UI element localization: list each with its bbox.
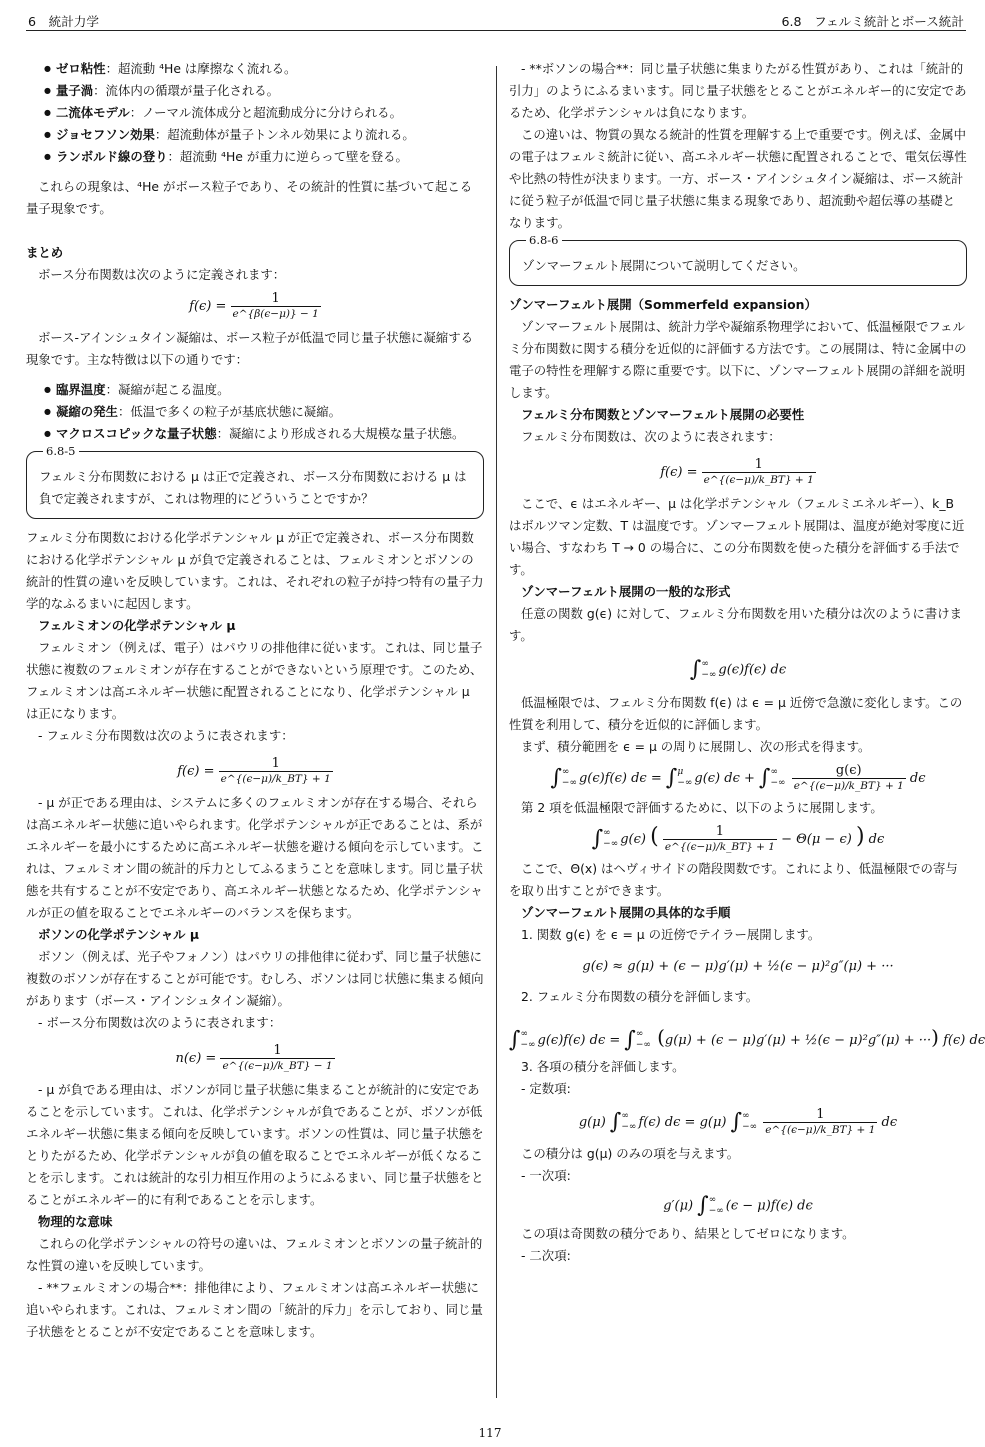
list-item: ● ジョセフソン効果：超流動体が量子トンネル効果により流れる。 — [56, 124, 484, 146]
subheading: フェルミオンの化学ポテンシャル μ — [38, 618, 236, 633]
paragraph: - フェルミ分布関数は次のように表されます： — [38, 728, 294, 743]
step: 1. 関数 g(ϵ) を ϵ = μ の近傍でテイラー展開します。 — [521, 926, 821, 942]
list-item: ● マクロスコピックな量子状態：凝縮により形成される大規模な量子状態。 — [56, 423, 484, 445]
list-item: ● ゼロ粘性：超流動 ⁴He は摩擦なく流れる。 — [56, 58, 484, 80]
subheading: ゾンマーフェルト展開の一般的な形式 — [521, 584, 731, 599]
question-number: 6.8-6 — [526, 232, 562, 248]
section-heading: まとめ — [26, 245, 64, 260]
equation-expanded: ∫∞ −∞ g(ϵ)f(ϵ) dϵ = ∫∞ −∞ (g(μ) + (ϵ − μ)g′(μ) + ½(ϵ − μ)²g″(μ) + ···) f(ϵ) dϵ — [509, 1024, 985, 1052]
paragraph: まず、積分範囲を ϵ = μ の周りに展開し、次の形式を得ます。 — [521, 738, 871, 754]
paragraph: この違いは、物質の異なる統計的性質を理解する上で重要です。例えば、金属中の電子はフェルミ統計に従い、高エネルギー状態に配置されることで、電気伝導性や比熱の特性が決まります。一方、ボース・アインシュタイン凝縮は、ボース統計に従う粒子が低温で同じ量子状態に集まる現象であり、超流動や超伝導の基礎となります。 — [509, 127, 967, 230]
term-label: - 二次項: — [521, 1248, 571, 1263]
equation-linear: g′(μ) ∫∞ −∞ (ϵ − μ)f(ϵ) dϵ — [663, 1192, 813, 1218]
list-item: ● ランボルド線の登り：超流動 ⁴He が重力に逆らって壁を登る。 — [56, 146, 484, 168]
paragraph: フェルミ分布関数は、次のように表されます： — [521, 429, 781, 444]
equation-taylor: g(ϵ) ≈ g(μ) + (ϵ − μ)g′(μ) + ½(ϵ − μ)²g″(μ) + ··· — [582, 958, 894, 974]
equation-fermi: f(ϵ) = $\frac{1}{e\^{}\{(\epsilon-\mu)/k\_BT\} + 1}$ — [177, 756, 331, 785]
paragraph: ここで、Θ(x) はヘヴィサイドの階段関数です。これにより、低温極限での寄与を取り出すことができます。 — [509, 860, 958, 898]
question-text: フェルミ分布関数における μ は正で定義され、ボース分布関数における μ は負で定義されますが、これは物理的にどういうことですか？ — [39, 469, 467, 506]
bec-list — [26, 379, 484, 445]
paragraph: これらの現象は、⁴He がボース粒子であり、その統計的性質に基づいて起こる量子現象です。 — [26, 179, 473, 216]
paragraph: ボース分布関数は次のように定義されます： — [38, 267, 286, 282]
subheading: ゾンマーフェルト展開の具体的な手順 — [521, 904, 731, 920]
column-divider — [496, 66, 497, 1398]
list-item: ● 二流体モデル：ノーマル流体成分と超流動成分に分けられる。 — [56, 102, 484, 124]
paragraph: ボース-アインシュタイン凝縮は、ボース粒子が低温で同じ量子状態に凝縮する現象です。主な特徴は以下の通りです： — [26, 330, 473, 367]
equation-theta: ∫∞ −∞ g(ϵ) ( $\frac{1}{e\^{}\{(\epsilon-\mu)/k\_BT\} + 1}$ − Θ(μ − ϵ) ) dϵ — [591, 823, 885, 853]
subheading: フェルミ分布関数とゾンマーフェルト展開の必要性 — [521, 407, 805, 422]
list-item: ● 臨界温度：凝縮が起こる温度。 — [56, 379, 484, 401]
paragraph: ゾンマーフェルト展開は、統計力学や凝縮系物理学において、低温極限でフェルミ分布関数に関する積分を近似的に評価する方法です。この展開は、特に金属中の電子の特性を理解する際に重要です。以下に、ゾンマーフェルト展開の詳細を説明します。 — [509, 319, 967, 400]
equation-const: g(μ) ∫∞ −∞ f(ϵ) dϵ = g(μ) ∫∞ −∞ $\frac{1}{e\^{}\{(\epsilon-\mu)/k\_BT\} + 1}$ dϵ — [578, 1106, 898, 1136]
step: 3. 各項の積分を評価します。 — [521, 1058, 685, 1074]
equation-fermi: f(ϵ) = $\frac{1}{e\^{}\{(\epsilon-\mu)/k\_BT\} + 1}$ — [660, 457, 814, 486]
question-number: 6.8-5 — [43, 443, 79, 459]
term-label: - 定数項: — [521, 1080, 571, 1096]
step: 2. フェルミ分布関数の積分を評価します。 — [521, 988, 759, 1004]
running-header — [26, 10, 966, 31]
question-box — [509, 233, 967, 286]
equation-integral: ∫∞ −∞ g(ϵ)f(ϵ) dϵ — [689, 657, 787, 682]
equation-split: ∫∞ −∞ g(ϵ)f(ϵ) dϵ = ∫μ −∞ g(ϵ) dϵ + ∫∞ −∞ $\frac{g(\epsilon)}{e\^{}\{(\epsilon-\mu)/k\_BT\} + 1}$ dϵ — [550, 762, 926, 792]
header-section: 6.8 フェルミ統計とボース統計 — [781, 14, 964, 29]
equation-bose: f(ϵ) = $\frac{1}{e\^{}\{\beta(\epsilon-\mu)\} - 1}$ — [189, 291, 319, 320]
paragraph: 任意の関数 g(ϵ) に対して、フェルミ分布関数を用いた積分は次のように書けます。 — [509, 606, 963, 643]
paragraph: この項は奇関数の積分であり、結果としてゼロになります。 — [521, 1226, 855, 1241]
paragraph: フェルミ分布関数における化学ポテンシャル μ が正で定義され、ボース分布関数における化学ポテンシャル μ が負で定義されることは、フェルミオンとボソンの統計的性質の違いを反映しています。これは、それぞれの粒子が持つ特有の量子力学的なふるまいに起因します。 — [26, 530, 484, 611]
paragraph: これらの化学ポテンシャルの符号の違いは、フェルミオンとボソンの量子統計的な性質の違いを反映しています。 — [26, 1236, 483, 1273]
question-box — [26, 444, 484, 519]
list-item: ● 凝縮の発生：低温で多くの粒子が基底状態に凝縮。 — [56, 401, 484, 423]
right-column — [509, 58, 985, 1267]
paragraph: フェルミオン（例えば、電子）はパウリの排他律に従います。これは、同じ量子状態に複数のフェルミオンが存在することができないという原理です。このため、フェルミオンは高エネルギー状態に配置されることになり、化学ポテンシャル μ は正になります。 — [26, 640, 483, 721]
paragraph: - μ が正である理由は、システムに多くのフェルミオンが存在する場合、それらは高エネルギー状態に追いやられます。化学ポテンシャルが正であることは、系がエネルギーを最小にするために高エネルギー状態を避ける傾向を示しています。これは、フェルミオン間の統計的斥力としてふるまうことを意味します。同じ量子状態を共有することが不安定であり、高エネルギー状態となるため、化学ポテンシャルが正の値を取ることでエネルギーのバランスを保ちます。 — [26, 795, 484, 920]
paragraph: 第 2 項を低温極限で評価するために、以下のように展開します。 — [521, 799, 883, 815]
header-chapter: 6 統計力学 — [28, 14, 99, 29]
subheading: 物理的な意味 — [38, 1214, 113, 1229]
term-label: - 一次項: — [521, 1167, 571, 1183]
page-number: 117 — [478, 1426, 502, 1440]
paragraph: ここで、ϵ はエネルギー、μ は化学ポテンシャル（フェルミエネルギー）、k_B はボルツマン定数、T は温度です。ゾンマーフェルト展開は、温度が絶対零度に近い場合、すなわち T → 0 の場合に、この分布関数を使った積分を評価する手法です。 — [509, 496, 965, 577]
superfluid-list — [26, 58, 484, 168]
paragraph: ボソン（例えば、光子やフォノン）はパウリの排他律に従わず、同じ量子状態に複数のボソンが存在することが可能です。むしろ、ボソンは同じ状態に集まる傾向があります（ボース・アインシュタイン凝縮）。 — [26, 949, 484, 1008]
subheading: ボソンの化学ポテンシャル μ — [38, 927, 199, 942]
section-heading: ゾンマーフェルト展開（Sommerfeld expansion） — [509, 297, 817, 312]
paragraph: - μ が負である理由は、ボソンが同じ量子状態に集まることが統計的に安定であることを示しています。これは、化学ポテンシャルが負であることが、ボソンが低エネルギー状態に集まる傾向を反映しています。ボソンの性質は、同じ量子状態をとりたがるため、化学ポテンシャルが負の値を取ることでエネルギーが低くなることを示します。これは統計的な引力相互作用のようにふるまい、同じ量子状態をとることがエネルギー的に有利であることを示します。 — [26, 1082, 484, 1207]
paragraph: 低温極限では、フェルミ分布関数 f(ϵ) は ϵ = μ 近傍で急激に変化します。この性質を利用して、積分を近似的に評価します。 — [509, 694, 963, 732]
paragraph: - **ボソンの場合**：同じ量子状態に集まりたがる性質があり、これは「統計的引力」のようにふるまいます。同じ量子状態をとることがエネルギー的に安定であるため、化学ポテンシャルは負になります。 — [509, 61, 967, 120]
question-text: ゾンマーフェルト展開について説明してください。 — [522, 258, 806, 273]
paragraph: - ボース分布関数は次のように表されます： — [38, 1015, 282, 1030]
left-column — [26, 58, 484, 1343]
paragraph: - **フェルミオンの場合**：排他律により、フェルミオンは高エネルギー状態に追いやられます。これは、フェルミオン間の「統計的斥力」を示しており、同じ量子状態をとることが不安定であることを意味します。 — [26, 1280, 483, 1339]
paragraph: この積分は g(μ) のみの項を与えます。 — [521, 1145, 740, 1161]
list-item: ● 量子渦：流体内の循環が量子化される。 — [56, 80, 484, 102]
equation-boson: n(ϵ) = $\frac{1}{e\^{}\{(\epsilon-\mu)/k\_BT\} - 1}$ — [175, 1043, 333, 1072]
